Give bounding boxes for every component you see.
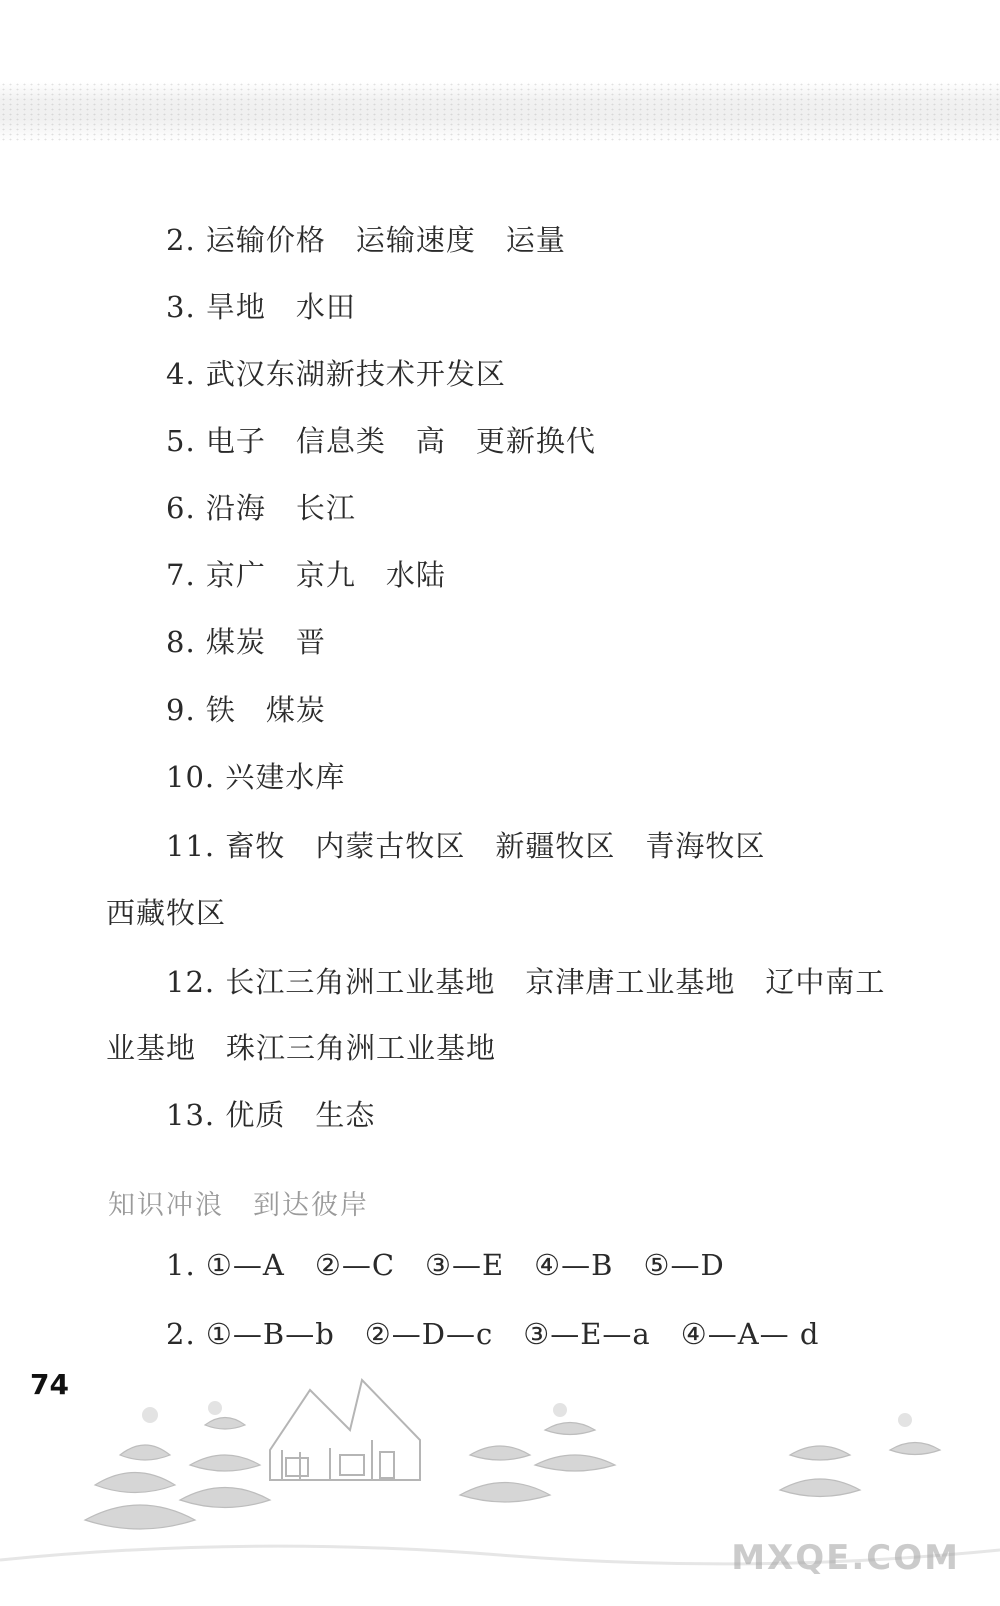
answer-line-2: 2. 运输价格 运输速度 运量 [166,223,566,257]
answer-line-9: 9. 铁 煤炭 [166,693,326,727]
section-answer-2: 2. ①—B—b ②—D—c ③—E—a ④—A— d [166,1317,820,1351]
answer-line-12: 12. 长江三角洲工业基地 京津唐工业基地 辽中南工 [166,965,886,999]
answer-line-11-cont: 西藏牧区 [106,896,227,930]
answer-line-8: 8. 煤炭 晋 [166,625,326,659]
header-texture-band [0,82,1000,142]
answer-line-10: 10. 兴建水库 [166,760,346,794]
answer-line-6: 6. 沿海 长江 [166,491,356,525]
section-answer-1: 1. ①—A ②—C ③—E ④—B ⑤—D [166,1248,725,1282]
answer-line-3: 3. 旱地 水田 [166,290,356,324]
answer-line-13: 13. 优质 生态 [166,1098,376,1132]
page-number: 74 [30,1368,69,1401]
answer-line-7: 7. 京广 京九 水陆 [166,558,446,592]
section-title: 知识冲浪 到达彼岸 [108,1190,369,1221]
watermark: MXQE.COM [731,1538,960,1578]
answer-line-11: 11. 畜牧 内蒙古牧区 新疆牧区 青海牧区 [166,829,766,863]
answer-line-12-cont: 业基地 珠江三角洲工业基地 [106,1031,497,1065]
answer-line-5: 5. 电子 信息类 高 更新换代 [166,424,596,458]
answer-line-4: 4. 武汉东湖新技术开发区 [166,357,506,391]
